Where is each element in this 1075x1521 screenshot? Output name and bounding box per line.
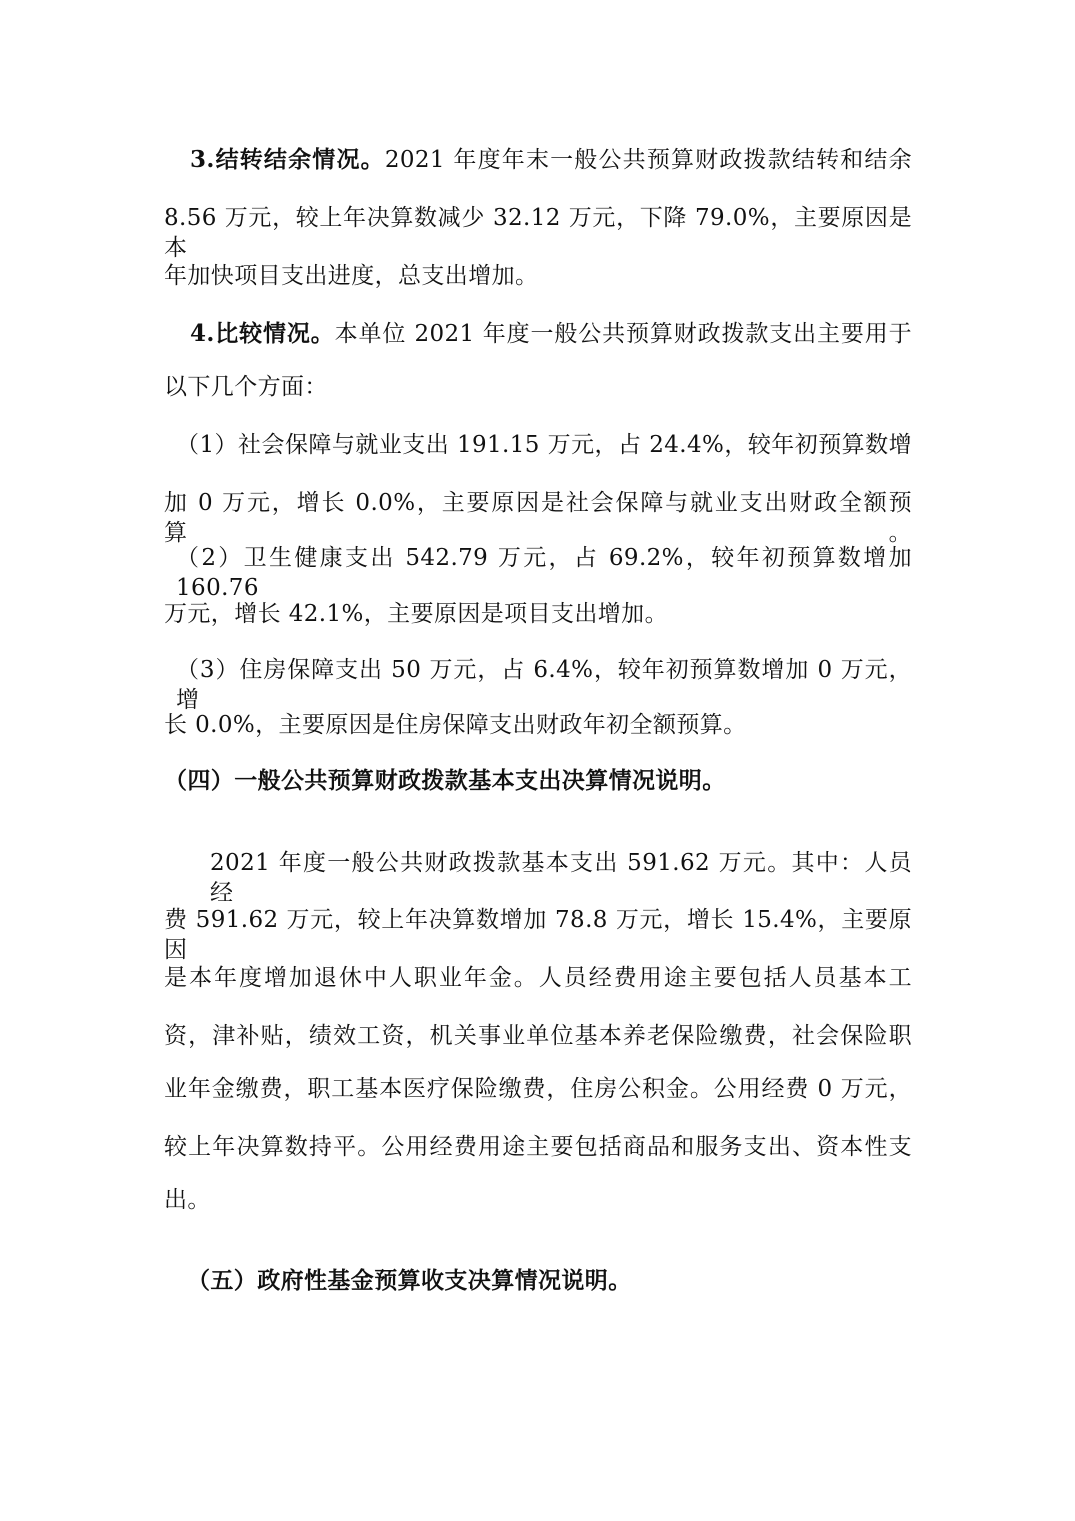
section4-item2-line2: 万元，增长 42.1%，主要原因是项目支出增加。 [164,601,668,627]
section4-item1-line2: 加 0 万元，增长 0.0%，主要原因是社会保障与就业支出财政全额预算。 [164,490,912,546]
section4-item1-line1: （1）社会保障与就业支出 191.15 万元，占 24.4%，较年初预算数增 [176,432,912,458]
section-four-line5: 业年金缴费，职工基本医疗保险缴费，住房公积金。公用经费 0 万元， [164,1076,912,1102]
section3-line3: 年加快项目支出进度，总支出增加。 [164,263,539,289]
section4-item3-line2: 长 0.0%，主要原因是住房保障支出财政年初全额预算。 [164,712,747,738]
section-five-heading: （五）政府性基金预算收支决算情况说明。 [187,1267,632,1294]
section-four-line3: 是本年度增加退休中人职业年金。人员经费用途主要包括人员基本工 [164,965,912,991]
section4-heading: 4.比较情况。 [190,320,335,347]
section4-item2-line1: （2）卫生健康支出 542.79 万元，占 69.2%，较年初预算数增加 160.76 [176,545,912,601]
section-four-line4: 资，津补贴，绩效工资，机关事业单位基本养老保险缴费，社会保险职 [164,1023,912,1049]
section4-item3-line1: （3）住房保障支出 50 万元，占 6.4%，较年初预算数增加 0 万元，增 [176,657,912,713]
section4-line2: 以下几个方面： [164,374,328,400]
section-four-heading: （四）一般公共预算财政拨款基本支出决算情况说明。 [164,767,726,794]
section-four-line6: 较上年决算数持平。公用经费用途主要包括商品和服务支出、资本性支 [164,1134,912,1160]
section-four-line1: 2021 年度一般公共财政拨款基本支出 591.62 万元。其中：人员经 [210,850,912,906]
section-four-line7: 出。 [164,1187,211,1213]
section-four-line2: 费 591.62 万元，较上年决算数增加 78.8 万元，增长 15.4%，主要原因 [164,907,912,963]
section4-line1-text: 本单位 2021 年度一般公共预算财政拨款支出主要用于 [334,321,912,347]
section3-line2: 8.56 万元，较上年决算数减少 32.12 万元，下降 79.0%，主要原因是本 [164,205,912,261]
section4-line1 [190,319,912,349]
section3-line1-text: 2021 年度年末一般公共预算财政拨款结转和结余 [384,147,912,173]
section3-line1 [190,145,912,175]
section3-heading: 3.结转结余情况。 [190,146,385,173]
